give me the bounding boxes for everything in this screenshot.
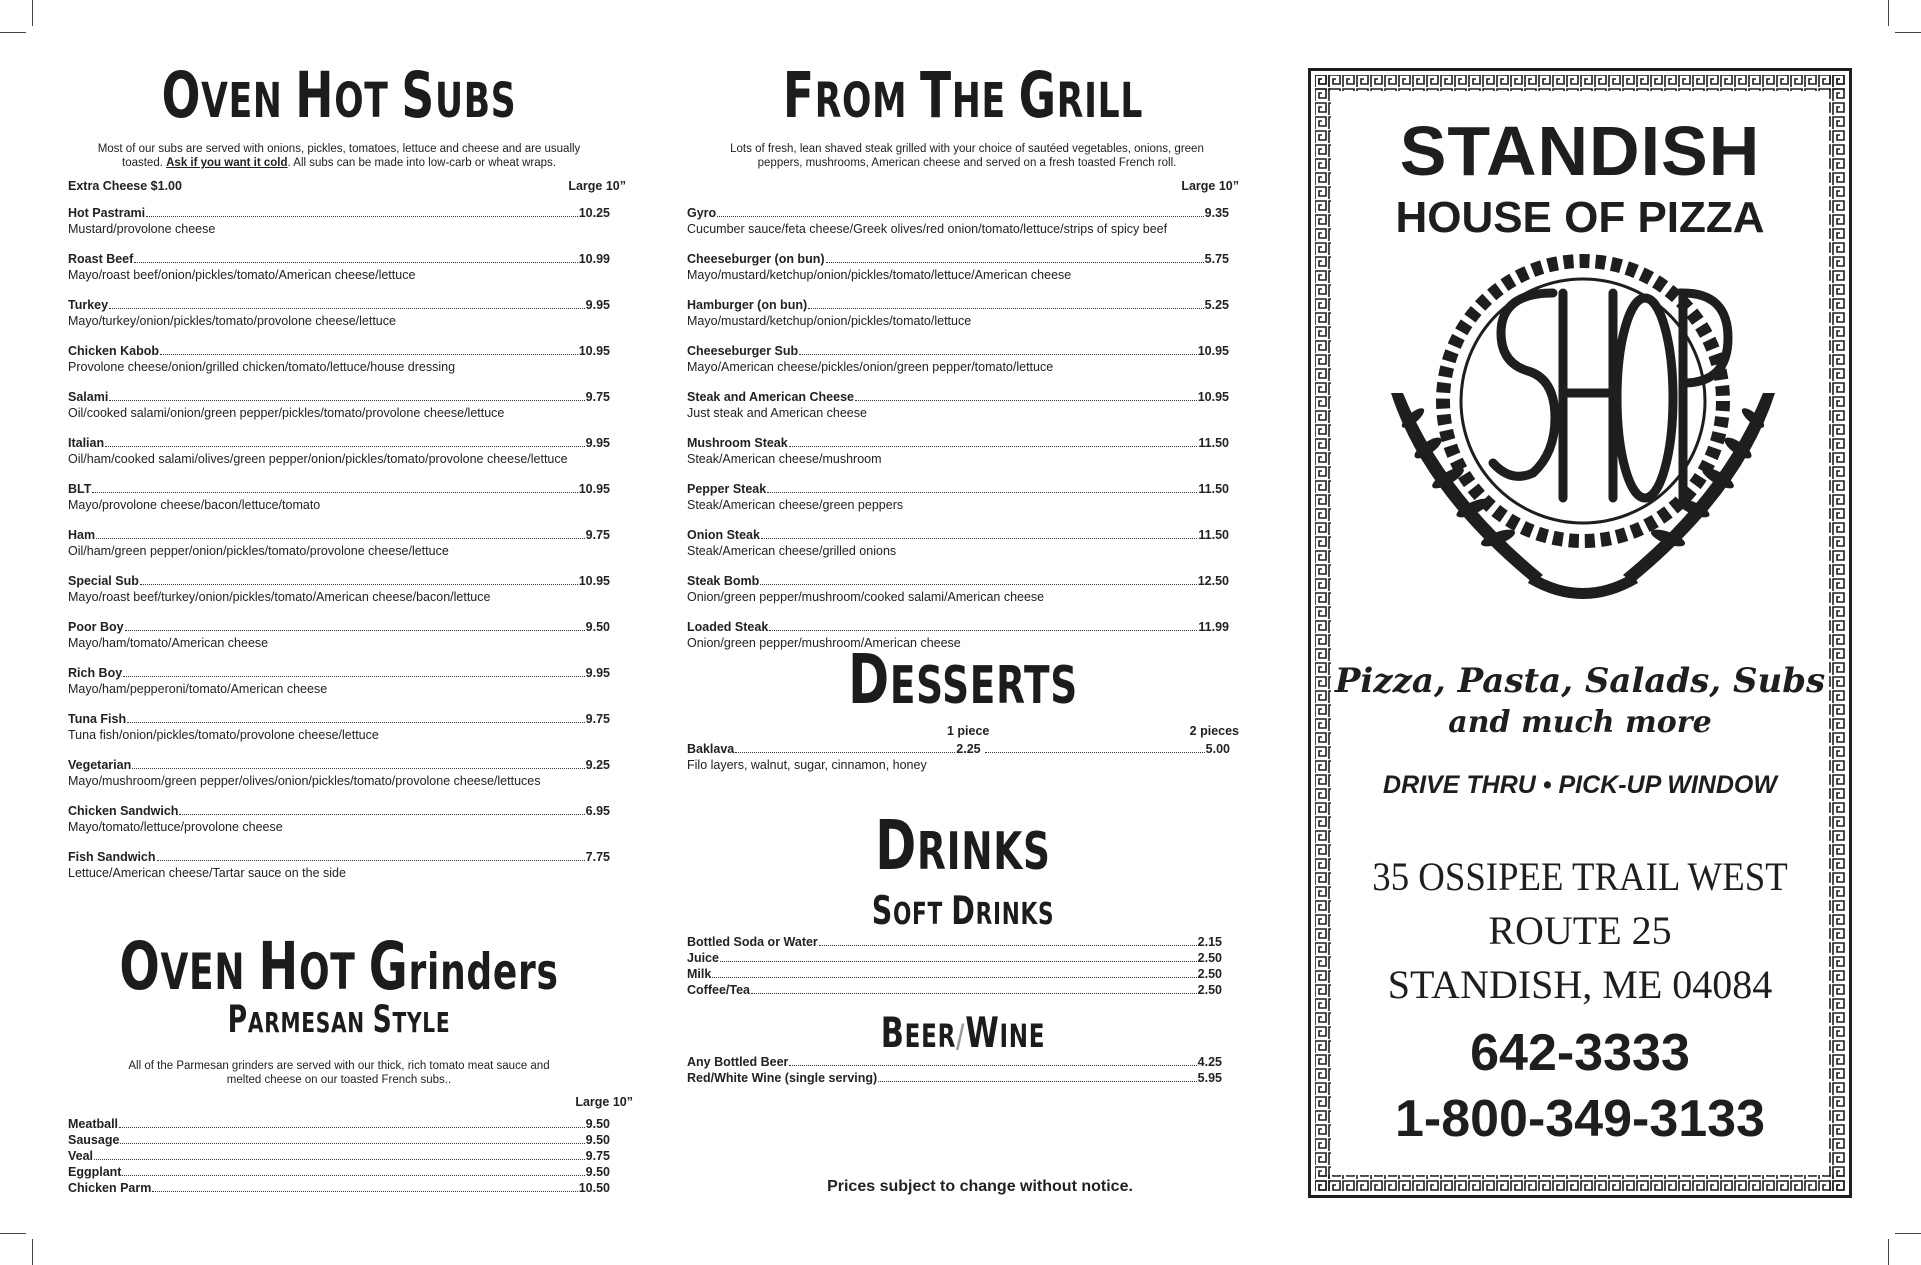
parmesan-style-subtitle: PARMESAN STYLE xyxy=(227,998,451,1041)
dot-leader xyxy=(122,1175,584,1176)
drinks-title: DRINKS xyxy=(875,806,1051,886)
dot-leader xyxy=(761,538,1197,539)
item-name: BLT xyxy=(68,482,92,496)
menu-item xyxy=(687,298,1229,329)
grill-header-row xyxy=(687,179,1239,193)
item-name: Ham xyxy=(68,528,96,542)
one-piece-label: 1 piece xyxy=(947,724,990,738)
tagline-line-2: and much more xyxy=(1448,705,1712,740)
size-label: Large 10” xyxy=(1181,179,1239,193)
item-price: 7.75 xyxy=(585,850,610,864)
address-line-1: 35 OSSIPEE TRAIL WEST xyxy=(1372,854,1788,899)
dot-leader xyxy=(134,262,577,263)
menu-item xyxy=(68,528,610,559)
dot-leader xyxy=(799,354,1197,355)
menu-item xyxy=(68,252,610,283)
item-price: 2.50 xyxy=(1197,983,1222,997)
item-name: Hot Pastrami xyxy=(68,206,146,220)
menu-item xyxy=(68,390,610,421)
menu-item xyxy=(687,436,1229,467)
item-name: Baklava xyxy=(687,742,735,756)
menu-item xyxy=(687,528,1229,559)
crop-mark xyxy=(32,0,33,26)
extra-cheese-note: Extra Cheese $1.00 xyxy=(68,179,182,193)
phone-local[interactable]: 642-3333 xyxy=(1470,1024,1690,1082)
item-description: Mayo/mushroom/green pepper/olives/onion/pickles/tomato/provolone cheese/lettuces xyxy=(68,774,541,788)
item-price: 11.50 xyxy=(1198,528,1229,542)
grill-list xyxy=(687,206,1229,666)
size-label: Large 10” xyxy=(575,1095,633,1109)
oven-hot-subs-title: OVEN HOT SUBS xyxy=(161,58,517,132)
item-price: 9.35 xyxy=(1204,206,1229,220)
dot-leader xyxy=(808,308,1204,309)
dot-leader xyxy=(94,1159,585,1160)
soft-drinks-list xyxy=(687,934,1222,998)
dot-leader xyxy=(146,216,578,217)
item-price: 4.25 xyxy=(1197,1055,1222,1069)
menu-item xyxy=(68,1116,610,1132)
item-description: Oil/cooked salami/onion/green pepper/pickles/tomato/provolone cheese/lettuce xyxy=(68,406,505,420)
dot-leader xyxy=(127,722,585,723)
item-description: Mayo/American cheese/pickles/onion/green pepper/tomato/lettuce xyxy=(687,360,1054,374)
dot-leader xyxy=(826,262,1204,263)
item-price: 9.50 xyxy=(585,1117,610,1131)
item-price: 5.75 xyxy=(1204,252,1229,266)
brand-name: STANDISH xyxy=(1399,112,1761,190)
item-price: 9.95 xyxy=(585,436,610,450)
item-name: Salami xyxy=(68,390,109,404)
dot-leader xyxy=(120,1143,584,1144)
item-name: Roast Beef xyxy=(68,252,134,266)
item-name: Coffee/Tea xyxy=(687,983,750,997)
item-description: Tuna fish/onion/pickles/tomato/provolone cheese/lettuce xyxy=(68,728,379,742)
item-description: Mustard/provolone cheese xyxy=(68,222,216,236)
dot-leader xyxy=(157,860,585,861)
brand-subtitle: HOUSE OF PIZZA xyxy=(1395,193,1765,242)
menu-item xyxy=(68,666,610,697)
item-price: 9.50 xyxy=(585,1165,610,1179)
grinders-header-row xyxy=(68,1095,633,1109)
item-price: 9.75 xyxy=(585,390,610,404)
item-name: Poor Boy xyxy=(68,620,124,634)
item-price: 2.15 xyxy=(1197,935,1222,949)
item-description: Provolone cheese/onion/grilled chicken/tomato/lettuce/house dressing xyxy=(68,360,456,374)
item-price: 11.50 xyxy=(1198,482,1229,496)
dot-leader xyxy=(760,584,1196,585)
menu-item xyxy=(687,344,1229,375)
item-price: 11.50 xyxy=(1198,436,1229,450)
dot-leader xyxy=(140,584,578,585)
beer-wine-title: BEER/WINE xyxy=(880,1008,1046,1057)
menu-item xyxy=(687,1054,1222,1070)
address-line-3: STANDISH, ME 04084 xyxy=(1387,962,1773,1007)
menu-item xyxy=(687,950,1222,966)
dot-leader xyxy=(132,768,584,769)
item-description: Mayo/roast beef/onion/pickles/tomato/American cheese/lettuce xyxy=(68,268,416,282)
item-price: 10.25 xyxy=(578,206,610,220)
item-price: 10.95 xyxy=(578,344,610,358)
item-description: Cucumber sauce/feta cheese/Greek olives/red onion/tomato/lettuce/strips of spicy beef xyxy=(687,222,1168,236)
dot-leader xyxy=(717,216,1203,217)
dot-leader xyxy=(123,676,584,677)
item-name: Cheeseburger Sub xyxy=(687,344,799,358)
dot-leader xyxy=(96,538,585,539)
item-price: 6.95 xyxy=(585,804,610,818)
item-name: Vegetarian xyxy=(68,758,132,772)
item-description: Onion/green pepper/mushroom/American cheese xyxy=(687,636,961,650)
dot-leader xyxy=(767,492,1197,493)
item-name: Red/White Wine (single serving) xyxy=(687,1071,878,1085)
grinders-list xyxy=(68,1116,610,1196)
dot-leader xyxy=(152,1191,577,1192)
phone-tollfree[interactable]: 1-800-349-3133 xyxy=(1394,1090,1766,1148)
item-name: Gyro xyxy=(687,206,717,220)
menu-item xyxy=(68,804,610,835)
grill-intro: Lots of fresh, lean shaved steak grilled with your choice of sautéed vegetables, onions, green peppers, mushrooms, American cheese and served on a fresh toasted French roll. xyxy=(730,143,1204,169)
item-description: Mayo/turkey/onion/pickles/tomato/provolone cheese/lettuce xyxy=(68,314,396,328)
crop-mark xyxy=(1888,1239,1889,1265)
soft-drinks-title: SOFT DRINKS xyxy=(871,888,1055,934)
oven-hot-subs-header-row xyxy=(68,179,626,193)
item-description: Mayo/provolone cheese/bacon/lettuce/tomato xyxy=(68,498,321,512)
desserts-title: DESSERTS xyxy=(848,640,1078,720)
item-description: Filo layers, walnut, sugar, cinnamon, honey xyxy=(687,758,927,772)
dot-leader xyxy=(105,446,585,447)
crop-mark xyxy=(0,32,26,33)
dot-leader xyxy=(878,1081,1196,1082)
dot-leader xyxy=(125,630,585,631)
menu-item xyxy=(687,206,1229,237)
item-description: Mayo/ham/tomato/American cheese xyxy=(68,636,269,650)
dot-leader xyxy=(819,945,1197,946)
item-price: 2.50 xyxy=(1197,967,1222,981)
dot-leader xyxy=(160,354,578,355)
menu-item xyxy=(687,252,1229,283)
crop-mark xyxy=(32,1239,33,1265)
menu-item xyxy=(687,390,1229,421)
menu-item xyxy=(687,482,1229,513)
crop-mark xyxy=(1895,32,1921,33)
item-name: Bottled Soda or Water xyxy=(687,935,818,949)
menu-item xyxy=(68,1164,610,1180)
crop-mark xyxy=(1895,1233,1921,1234)
menu-item xyxy=(68,1180,610,1196)
menu-item xyxy=(687,934,1222,950)
item-description: Mayo/roast beef/turkey/onion/pickles/tomato/American cheese/bacon/lettuce xyxy=(68,590,491,604)
item-name: Chicken Parm xyxy=(68,1181,152,1195)
dot-leader xyxy=(92,492,577,493)
item-name: Cheeseburger (on bun) xyxy=(687,252,825,266)
menu-item xyxy=(687,966,1222,982)
dot-leader xyxy=(855,400,1197,401)
item-name: Steak and American Cheese xyxy=(687,390,854,404)
dot-leader xyxy=(751,993,1197,994)
menu-item xyxy=(68,574,610,605)
item-price: 11.99 xyxy=(1198,620,1229,634)
item-price-one: 2.25 xyxy=(956,742,981,756)
item-name: Chicken Kabob xyxy=(68,344,159,358)
menu-item xyxy=(68,206,610,237)
item-price: 10.50 xyxy=(578,1181,610,1195)
item-name: Sausage xyxy=(68,1133,120,1147)
item-name: Mushroom Steak xyxy=(687,436,788,450)
item-name: Any Bottled Beer xyxy=(687,1055,789,1069)
desserts-header-row xyxy=(687,724,1239,740)
item-price: 9.50 xyxy=(585,1133,610,1147)
item-name: Steak Bomb xyxy=(687,574,760,588)
tagline-line-1: Pizza, Pasta, Salads, Subs xyxy=(1334,661,1826,701)
crop-mark xyxy=(1888,0,1889,26)
dot-leader xyxy=(789,1065,1196,1066)
item-price: 2.50 xyxy=(1197,951,1222,965)
two-pieces-label: 2 pieces xyxy=(1189,724,1239,738)
menu-item xyxy=(68,1132,610,1148)
item-name: Special Sub xyxy=(68,574,139,588)
prices-disclaimer: Prices subject to change without notice. xyxy=(827,1178,1133,1195)
menu-item xyxy=(68,758,610,789)
item-name: Tuna Fish xyxy=(68,712,127,726)
menu-item xyxy=(68,436,610,467)
item-name: Eggplant xyxy=(68,1165,122,1179)
item-price: 9.75 xyxy=(585,528,610,542)
dot-leader xyxy=(789,446,1198,447)
brand-panel xyxy=(1308,68,1852,1198)
item-price: 10.95 xyxy=(1197,390,1229,404)
item-price: 10.95 xyxy=(578,574,610,588)
item-price: 5.95 xyxy=(1197,1071,1222,1085)
item-name: Rich Boy xyxy=(68,666,123,680)
item-price: 9.95 xyxy=(585,666,610,680)
item-price: 9.50 xyxy=(585,620,610,634)
shop-logo xyxy=(1383,253,1783,613)
size-label: Large 10” xyxy=(568,179,626,193)
dot-leader xyxy=(712,977,1196,978)
menu-item xyxy=(687,574,1229,605)
menu-item xyxy=(68,298,610,329)
dot-leader xyxy=(720,961,1197,962)
from-the-grill-title: FROM THE GRILL xyxy=(782,58,1144,132)
item-name: Loaded Steak xyxy=(687,620,769,634)
dot-leader xyxy=(179,814,584,815)
item-description: Mayo/mustard/ketchup/onion/pickles/tomato/lettuce xyxy=(687,314,972,328)
menu-item xyxy=(68,1148,610,1164)
service-line: DRIVE THRU • PICK-UP WINDOW xyxy=(1383,771,1777,799)
menu-item xyxy=(68,482,610,513)
menu-item xyxy=(687,1070,1222,1086)
item-name: Veal xyxy=(68,1149,94,1163)
menu-item xyxy=(68,850,610,881)
menu-item xyxy=(68,712,610,743)
oven-hot-subs-list xyxy=(68,206,610,896)
item-name: Milk xyxy=(687,967,712,981)
item-description: Oil/ham/cooked salami/olives/green pepper/onion/pickles/tomato/provolone cheese/lettuce xyxy=(68,452,568,466)
item-name: Turkey xyxy=(68,298,109,312)
oven-hot-subs-intro: Most of our subs are served with onions, pickles, tomatoes, lettuce and cheese and are usually toasted. Ask if you want it cold. All subs can be made into low-carb or wheat wraps. xyxy=(97,143,581,169)
item-name: Hamburger (on bun) xyxy=(687,298,808,312)
item-name: Juice xyxy=(687,951,719,965)
dot-leader xyxy=(769,630,1197,631)
address-line-2: ROUTE 25 xyxy=(1488,908,1672,953)
item-name: Chicken Sandwich xyxy=(68,804,179,818)
item-price: 9.25 xyxy=(585,758,610,772)
item-description: Mayo/tomato/lettuce/provolone cheese xyxy=(68,820,283,834)
dot-leader xyxy=(109,400,584,401)
dot-leader xyxy=(119,1127,585,1128)
item-description: Mayo/ham/pepperoni/tomato/American cheese xyxy=(68,682,328,696)
item-description: Oil/ham/green pepper/onion/pickles/tomato/provolone cheese/lettuce xyxy=(68,544,449,558)
item-name: Pepper Steak xyxy=(687,482,767,496)
item-price: 5.25 xyxy=(1204,298,1229,312)
oven-hot-grinders-title: OVEN HOT Grinders xyxy=(119,928,559,1005)
item-description: Lettuce/American cheese/Tartar sauce on the side xyxy=(68,866,346,880)
item-description: Mayo/mustard/ketchup/onion/pickles/tomato/lettuce/American cheese xyxy=(687,268,1072,282)
item-description: Steak/American cheese/grilled onions xyxy=(687,544,897,558)
item-description: Steak/American cheese/mushroom xyxy=(687,452,882,466)
item-price: 10.99 xyxy=(578,252,610,266)
item-name: Meatball xyxy=(68,1117,119,1131)
menu-item xyxy=(68,344,610,375)
item-description: Steak/American cheese/green peppers xyxy=(687,498,904,512)
item-price: 10.95 xyxy=(1197,344,1229,358)
item-description: Just steak and American cheese xyxy=(687,406,867,420)
item-price: 9.75 xyxy=(585,712,610,726)
baklava-item xyxy=(687,742,1230,773)
grinders-intro: All of the Parmesan grinders are served with our thick, rich tomato meat sauce and melted cheese on our toasted French subs.. xyxy=(128,1060,550,1086)
item-price-two: 5.00 xyxy=(1205,742,1231,756)
item-price: 12.50 xyxy=(1197,574,1229,588)
item-price: 9.95 xyxy=(585,298,610,312)
item-name: Onion Steak xyxy=(687,528,760,542)
beer-wine-list xyxy=(687,1054,1222,1086)
item-price: 10.95 xyxy=(578,482,610,496)
menu-item xyxy=(687,982,1222,998)
dot-leader xyxy=(109,308,585,309)
menu-item xyxy=(68,620,610,651)
item-price: 9.75 xyxy=(585,1149,610,1163)
item-name: Italian xyxy=(68,436,105,450)
crop-mark xyxy=(0,1233,26,1234)
item-description: Onion/green pepper/mushroom/cooked salami/American cheese xyxy=(687,590,1045,604)
item-name: Fish Sandwich xyxy=(68,850,156,864)
